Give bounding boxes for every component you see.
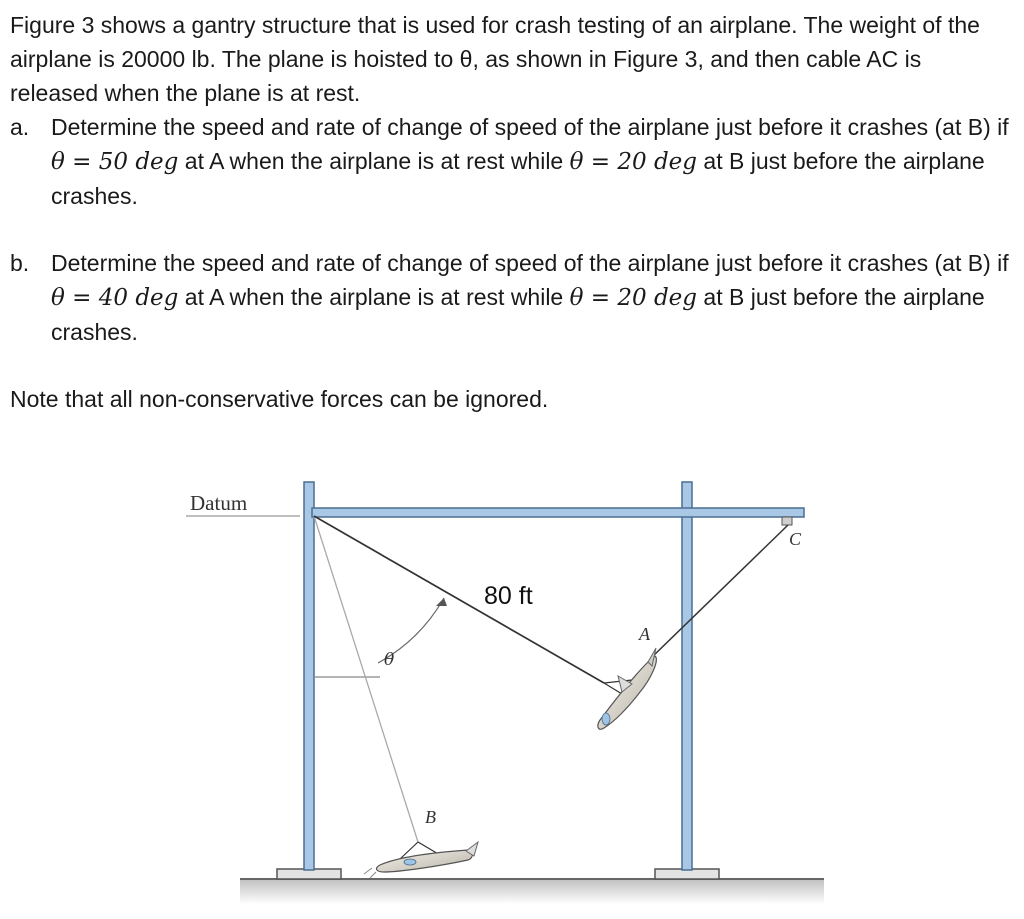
part-a-theta-b: θ = 20 deg [569, 149, 698, 175]
part-b-text-1: Determine the speed and rate of change of speed of the airplane just before it crashes (at B) if [51, 250, 1009, 276]
note-paragraph: Note that all non-conservative forces can be ignored. [10, 386, 549, 412]
ground-shadow [240, 880, 824, 904]
hang-reference-line [314, 516, 418, 842]
part-b-text-3: at B just before the airplane crashes. [51, 284, 985, 345]
bracket-c [782, 517, 792, 525]
part-b-theta-a: θ = 40 deg [51, 285, 179, 311]
theta-label: θ [384, 650, 395, 670]
theta-arrowhead [436, 598, 447, 606]
right-column [682, 482, 692, 870]
part-b [10, 246, 1010, 349]
part-a [10, 110, 1010, 213]
cable-80ft [314, 516, 604, 683]
airplane-at-a [598, 648, 656, 729]
part-a-theta-a: θ = 50 deg [51, 149, 179, 175]
problem-text [10, 8, 1010, 416]
gantry-diagram [0, 470, 1024, 914]
length-label: 80 ft [484, 582, 533, 610]
label-c: C [789, 529, 802, 549]
part-b-text [51, 246, 1010, 349]
part-a-text-2: at A when the airplane is at rest while [178, 148, 570, 174]
part-a-text [51, 110, 1010, 213]
intro-paragraph: Figure 3 shows a gantry structure that is used for crash testing of an airplane. The weight of the airplane is 20000 lb. The plane is hoisted to θ, as shown in Figure 3, and then cable AC is released when the plane is at rest. [10, 12, 980, 106]
part-a-label: a. [10, 114, 30, 140]
part-b-theta-b: θ = 20 deg [569, 285, 698, 311]
part-b-label: b. [10, 250, 30, 276]
airplane-at-b [364, 842, 478, 878]
part-a-text-1: Determine the speed and rate of change of speed of the airplane just before it crashes (at B) if [51, 114, 1009, 140]
left-column [304, 482, 314, 870]
cable-ac [651, 525, 788, 658]
label-a: A [639, 624, 650, 644]
label-b: B [425, 807, 436, 827]
part-b-text-2: at A when the airplane is at rest while [178, 284, 570, 310]
gantry-figure [0, 470, 1024, 914]
part-a-text-3: at B just before the airplane crashes. [51, 148, 985, 209]
top-beam [312, 508, 804, 517]
datum-label: Datum [190, 491, 248, 515]
